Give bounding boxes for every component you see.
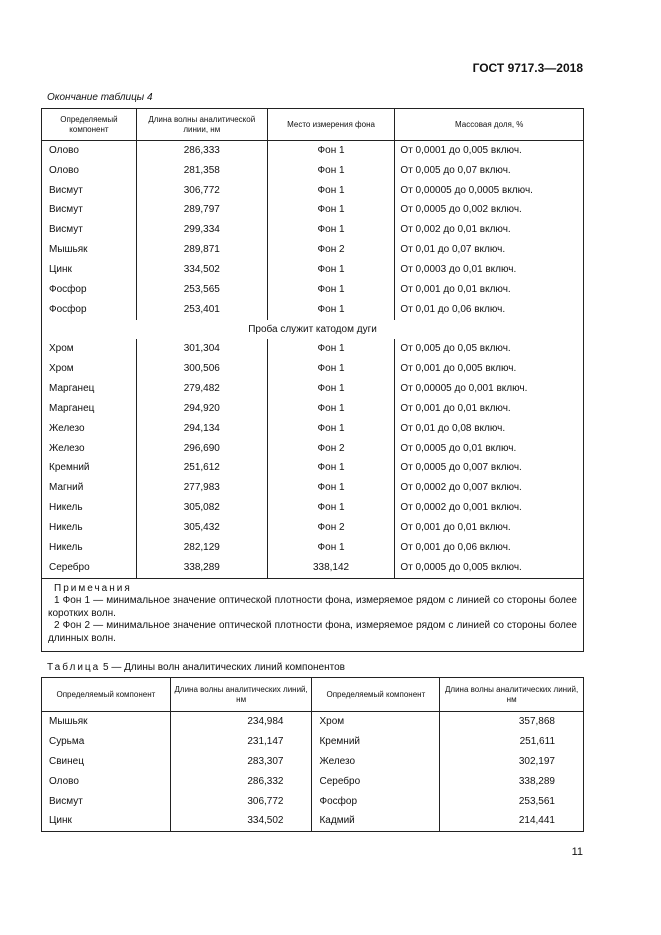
wavelength-cell: 296,690 [136, 439, 267, 459]
component-cell: Мышьяк [42, 712, 171, 732]
wavelength-cell: 338,289 [440, 771, 584, 791]
component-cell: Марганец [42, 399, 137, 419]
component-cell: Фосфор [312, 791, 440, 811]
wavelength-cell: 283,307 [170, 752, 312, 772]
background-cell: Фон 1 [267, 220, 395, 240]
note-2: 2 Фон 2 — минимальное значение оптической плотности фона, измеряемое рядом с линией со стороны более длинных волн. [48, 620, 577, 644]
background-cell: Фон 2 [267, 240, 395, 260]
mass-fraction-cell: От 0,0002 до 0,007 включ. [395, 478, 584, 498]
component-cell: Висмут [42, 220, 137, 240]
background-cell: Фон 1 [267, 300, 395, 320]
table-row [42, 712, 584, 732]
header-wavelength-right: Длина волны аналитических линий, нм [440, 678, 584, 712]
wavelength-cell: 253,561 [440, 791, 584, 811]
component-cell: Никель [42, 538, 137, 558]
page-number: 11 [571, 846, 583, 858]
wavelength-cell: 279,482 [136, 379, 267, 399]
component-cell: Кремний [42, 459, 137, 479]
wavelength-cell: 306,772 [136, 181, 267, 201]
component-cell: Цинк [42, 260, 137, 280]
wavelength-cell: 277,983 [136, 478, 267, 498]
table-row [42, 280, 584, 300]
mass-fraction-cell: От 0,0002 до 0,001 включ. [395, 498, 584, 518]
mass-fraction-cell: От 0,01 до 0,08 включ. [395, 419, 584, 439]
table-row [42, 791, 584, 811]
table-row [42, 240, 584, 260]
wavelength-cell: 231,147 [170, 732, 312, 752]
wavelength-cell: 282,129 [136, 538, 267, 558]
wavelength-cell: 286,333 [136, 141, 267, 161]
wavelength-cell: 234,984 [170, 712, 312, 732]
component-cell: Цинк [42, 811, 171, 831]
mass-fraction-cell: От 0,0005 до 0,002 включ. [395, 201, 584, 221]
mass-fraction-cell: От 0,00005 до 0,0005 включ. [395, 181, 584, 201]
component-cell: Железо [42, 419, 137, 439]
header-component-left: Определяемый компонент [42, 678, 171, 712]
table5-caption [47, 662, 345, 673]
component-cell: Хром [42, 339, 137, 359]
wavelength-cell: 289,797 [136, 201, 267, 221]
mass-fraction-cell: От 0,01 до 0,06 включ. [395, 300, 584, 320]
table-row [42, 300, 584, 320]
background-cell: Фон 1 [267, 339, 395, 359]
component-cell: Железо [42, 439, 137, 459]
mass-fraction-cell: От 0,001 до 0,005 включ. [395, 359, 584, 379]
component-cell: Железо [312, 752, 440, 772]
header-wavelength: Длина волны аналитической линии, нм [136, 109, 267, 141]
wavelength-cell: 300,506 [136, 359, 267, 379]
wavelength-cell: 251,611 [440, 732, 584, 752]
table-5 [41, 677, 584, 832]
component-cell: Никель [42, 498, 137, 518]
wavelength-cell: 305,082 [136, 498, 267, 518]
table-row [42, 181, 584, 201]
background-cell: Фон 1 [267, 181, 395, 201]
wavelength-cell: 294,920 [136, 399, 267, 419]
background-cell: Фон 1 [267, 260, 395, 280]
background-cell: Фон 1 [267, 201, 395, 221]
background-cell: Фон 1 [267, 280, 395, 300]
table-row [42, 161, 584, 181]
mass-fraction-cell: От 0,0005 до 0,005 включ. [395, 558, 584, 578]
mass-fraction-cell: От 0,0001 до 0,005 включ. [395, 141, 584, 161]
notes-title: Примечания [54, 582, 132, 594]
component-cell: Серебро [42, 558, 137, 578]
component-cell: Свинец [42, 752, 171, 772]
mass-fraction-cell: От 0,01 до 0,07 включ. [395, 240, 584, 260]
background-cell: Фон 2 [267, 439, 395, 459]
background-cell: Фон 1 [267, 161, 395, 181]
wavelength-cell: 294,134 [136, 419, 267, 439]
document-header: ГОСТ 9717.3—2018 [472, 61, 583, 75]
wavelength-cell: 305,432 [136, 518, 267, 538]
table-row [42, 732, 584, 752]
mass-fraction-cell: От 0,0005 до 0,007 включ. [395, 459, 584, 479]
table-row [42, 379, 584, 399]
table-row [42, 439, 584, 459]
component-cell: Хром [42, 359, 137, 379]
section-title: Проба служит катодом дуги [42, 320, 584, 340]
table4-caption: Окончание таблицы 4 [47, 92, 153, 103]
background-cell: 338,142 [267, 558, 395, 578]
wavelength-cell: 299,334 [136, 220, 267, 240]
table-row [42, 498, 584, 518]
component-cell: Олово [42, 161, 137, 181]
component-cell: Висмут [42, 791, 171, 811]
table-4 [41, 108, 584, 652]
table-row [42, 752, 584, 772]
background-cell: Фон 1 [267, 359, 395, 379]
mass-fraction-cell: От 0,001 до 0,01 включ. [395, 399, 584, 419]
component-cell: Висмут [42, 181, 137, 201]
component-cell: Кремний [312, 732, 440, 752]
mass-fraction-cell: От 0,005 до 0,07 включ. [395, 161, 584, 181]
component-cell: Олово [42, 141, 137, 161]
table-row [42, 771, 584, 791]
wavelength-cell: 357,868 [440, 712, 584, 732]
table-row [42, 518, 584, 538]
mass-fraction-cell: От 0,001 до 0,01 включ. [395, 280, 584, 300]
table5-caption-prefix: Таблица [47, 662, 101, 673]
wavelength-cell: 338,289 [136, 558, 267, 578]
table-row [42, 339, 584, 359]
component-cell: Никель [42, 518, 137, 538]
wavelength-cell: 253,565 [136, 280, 267, 300]
wavelength-cell: 306,772 [170, 791, 312, 811]
wavelength-cell: 334,502 [170, 811, 312, 831]
table-row [42, 260, 584, 280]
background-cell: Фон 1 [267, 419, 395, 439]
wavelength-cell: 286,332 [170, 771, 312, 791]
table-row [42, 478, 584, 498]
table-row [42, 399, 584, 419]
table-row [42, 141, 584, 161]
mass-fraction-cell: От 0,001 до 0,01 включ. [395, 518, 584, 538]
header-component-right: Определяемый компонент [312, 678, 440, 712]
component-cell: Мышьяк [42, 240, 137, 260]
background-cell: Фон 1 [267, 399, 395, 419]
table-row [42, 558, 584, 578]
background-cell: Фон 1 [267, 498, 395, 518]
table5-caption-text: — Длины волн аналитических линий компонентов [111, 662, 345, 673]
table-row [42, 538, 584, 558]
wavelength-cell: 289,871 [136, 240, 267, 260]
component-cell: Сурьма [42, 732, 171, 752]
header-background: Место измерения фона [267, 109, 395, 141]
wavelength-cell: 253,401 [136, 300, 267, 320]
wavelength-cell: 251,612 [136, 459, 267, 479]
background-cell: Фон 1 [267, 379, 395, 399]
wavelength-cell: 281,358 [136, 161, 267, 181]
component-cell: Фосфор [42, 280, 137, 300]
table-row [42, 359, 584, 379]
component-cell: Кадмий [312, 811, 440, 831]
component-cell: Висмут [42, 201, 137, 221]
component-cell: Олово [42, 771, 171, 791]
mass-fraction-cell: От 0,00005 до 0,001 включ. [395, 379, 584, 399]
table5-caption-number: 5 [103, 662, 109, 673]
table-row [42, 201, 584, 221]
mass-fraction-cell: От 0,002 до 0,01 включ. [395, 220, 584, 240]
component-cell: Хром [312, 712, 440, 732]
mass-fraction-cell: От 0,001 до 0,06 включ. [395, 538, 584, 558]
component-cell: Серебро [312, 771, 440, 791]
table-row [42, 459, 584, 479]
mass-fraction-cell: От 0,0005 до 0,01 включ. [395, 439, 584, 459]
background-cell: Фон 2 [267, 518, 395, 538]
table-row [42, 419, 584, 439]
table-row [42, 811, 584, 831]
header-wavelength-left: Длина волны аналитических линий, нм [170, 678, 312, 712]
background-cell: Фон 1 [267, 459, 395, 479]
background-cell: Фон 1 [267, 141, 395, 161]
background-cell: Фон 1 [267, 538, 395, 558]
component-cell: Фосфор [42, 300, 137, 320]
mass-fraction-cell: От 0,0003 до 0,01 включ. [395, 260, 584, 280]
wavelength-cell: 214,441 [440, 811, 584, 831]
component-cell: Марганец [42, 379, 137, 399]
wavelength-cell: 301,304 [136, 339, 267, 359]
component-cell: Магний [42, 478, 137, 498]
mass-fraction-cell: От 0,005 до 0,05 включ. [395, 339, 584, 359]
wavelength-cell: 334,502 [136, 260, 267, 280]
wavelength-cell: 302,197 [440, 752, 584, 772]
header-component: Определяемый компонент [42, 109, 137, 141]
background-cell: Фон 1 [267, 478, 395, 498]
table-row [42, 220, 584, 240]
header-mass-fraction: Массовая доля, % [395, 109, 584, 141]
notes-block [42, 578, 584, 652]
note-1: 1 Фон 1 — минимальное значение оптической плотности фона, измеряемое рядом с линией со стороны более коротких волн. [48, 595, 577, 619]
